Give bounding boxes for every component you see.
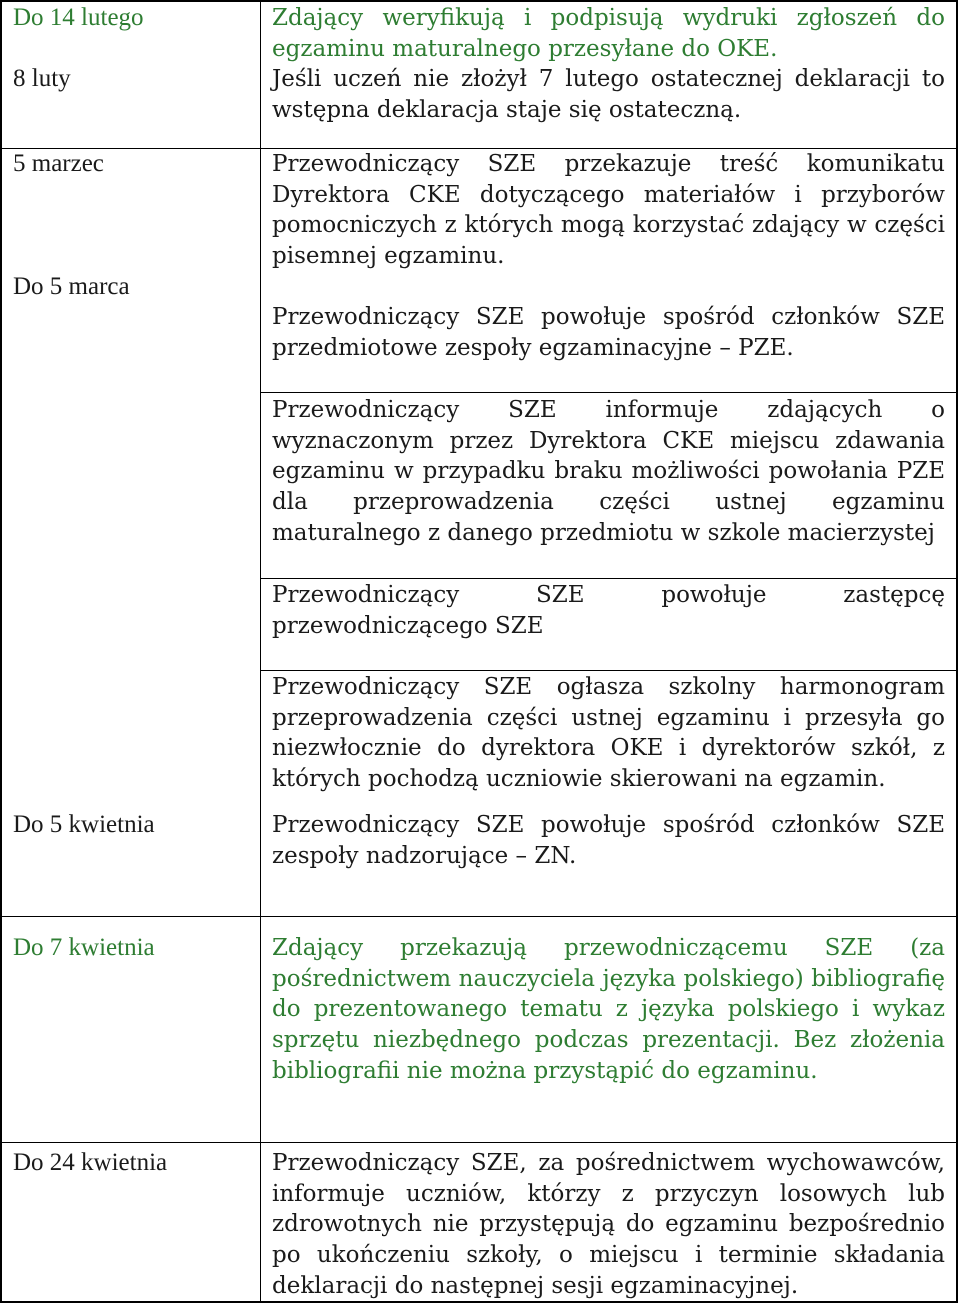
table-border-top (0, 0, 958, 2)
sub-row-divider (260, 670, 958, 671)
description-cell: Przewodniczący SZE ogłasza szkolny harmonogram przeprowadzenia części ustnej egzaminu i przesyła go niezwłocznie do dyrektora OKE i dyrektorów szkół, z których pochodzą uczniowie skierowani na egzamin. (272, 674, 945, 793)
description-cell: Przewodniczący SZE przekazuje treść komunikatu Dyrektora CKE dotyczącego materiałów i przyborów pomocniczych z których mogą korzystać zdający w części pisemnej egzaminu. (272, 151, 945, 270)
date-cell: 8 luty (13, 65, 71, 92)
table-border-left (0, 0, 2, 1303)
row-divider (0, 1142, 958, 1143)
description-cell: Przewodniczący SZE informuje zdających o wyznaczonym przez Dyrektora CKE miejscu zdawania egzaminu w przypadku braku możliwości powołania PZE dla przeprowadzenia części ustnej egzaminu maturalnego z danego przedmiotu w szkole macierzystej (272, 397, 945, 546)
description-cell: Przewodniczący SZE, za pośrednictwem wychowawców, informuje uczniów, którzy z przyczyn losowych lub zdrowotnych nie przystępują do egzaminu bezpośrednio po ukończeniu szkoły, o miejscu i terminie składania deklaracji do następnej sesji egzaminacyjnej. (272, 1150, 945, 1299)
sub-row-divider (260, 392, 958, 393)
description-cell: Przewodniczący SZE powołuje spośród członków SZE przedmiotowe zespoły egzaminacyjne – PZE. (272, 304, 945, 361)
date-cell: Do 5 marca (13, 273, 130, 300)
table-border-right (956, 0, 958, 1303)
column-divider (260, 0, 261, 1303)
description-cell: Zdający przekazują przewodniczącemu SZE (za pośrednictwem nauczyciela języka polskiego) bibliografię do prezentowanego tematu z języka polskiego i wykaz sprzętu niezbędnego podczas prezentacji. Bez złożenia bibliografii nie można przystąpić do egzaminu. (272, 935, 945, 1084)
date-cell: Do 14 lutego (13, 4, 144, 31)
description-cell: Zdający weryfikują i podpisują wydruki zgłoszeń do egzaminu maturalnego przesyłane do OKE. (272, 5, 945, 62)
date-cell: Do 5 kwietnia (13, 811, 155, 838)
description-cell: Przewodniczący SZE powołuje zastępcę przewodniczącego SZE (272, 582, 945, 639)
date-cell: Do 24 kwietnia (13, 1149, 168, 1176)
sub-row-divider (260, 578, 958, 579)
row-divider (0, 916, 958, 917)
description-cell: Przewodniczący SZE powołuje spośród członków SZE zespoły nadzorujące – ZN. (272, 812, 945, 869)
date-cell: 5 marzec (13, 150, 104, 177)
date-cell: Do 7 kwietnia (13, 934, 155, 961)
description-cell: Jeśli uczeń nie złożył 7 lutego ostatecznej deklaracji to wstępna deklaracja staje się ostateczną. (272, 66, 945, 123)
